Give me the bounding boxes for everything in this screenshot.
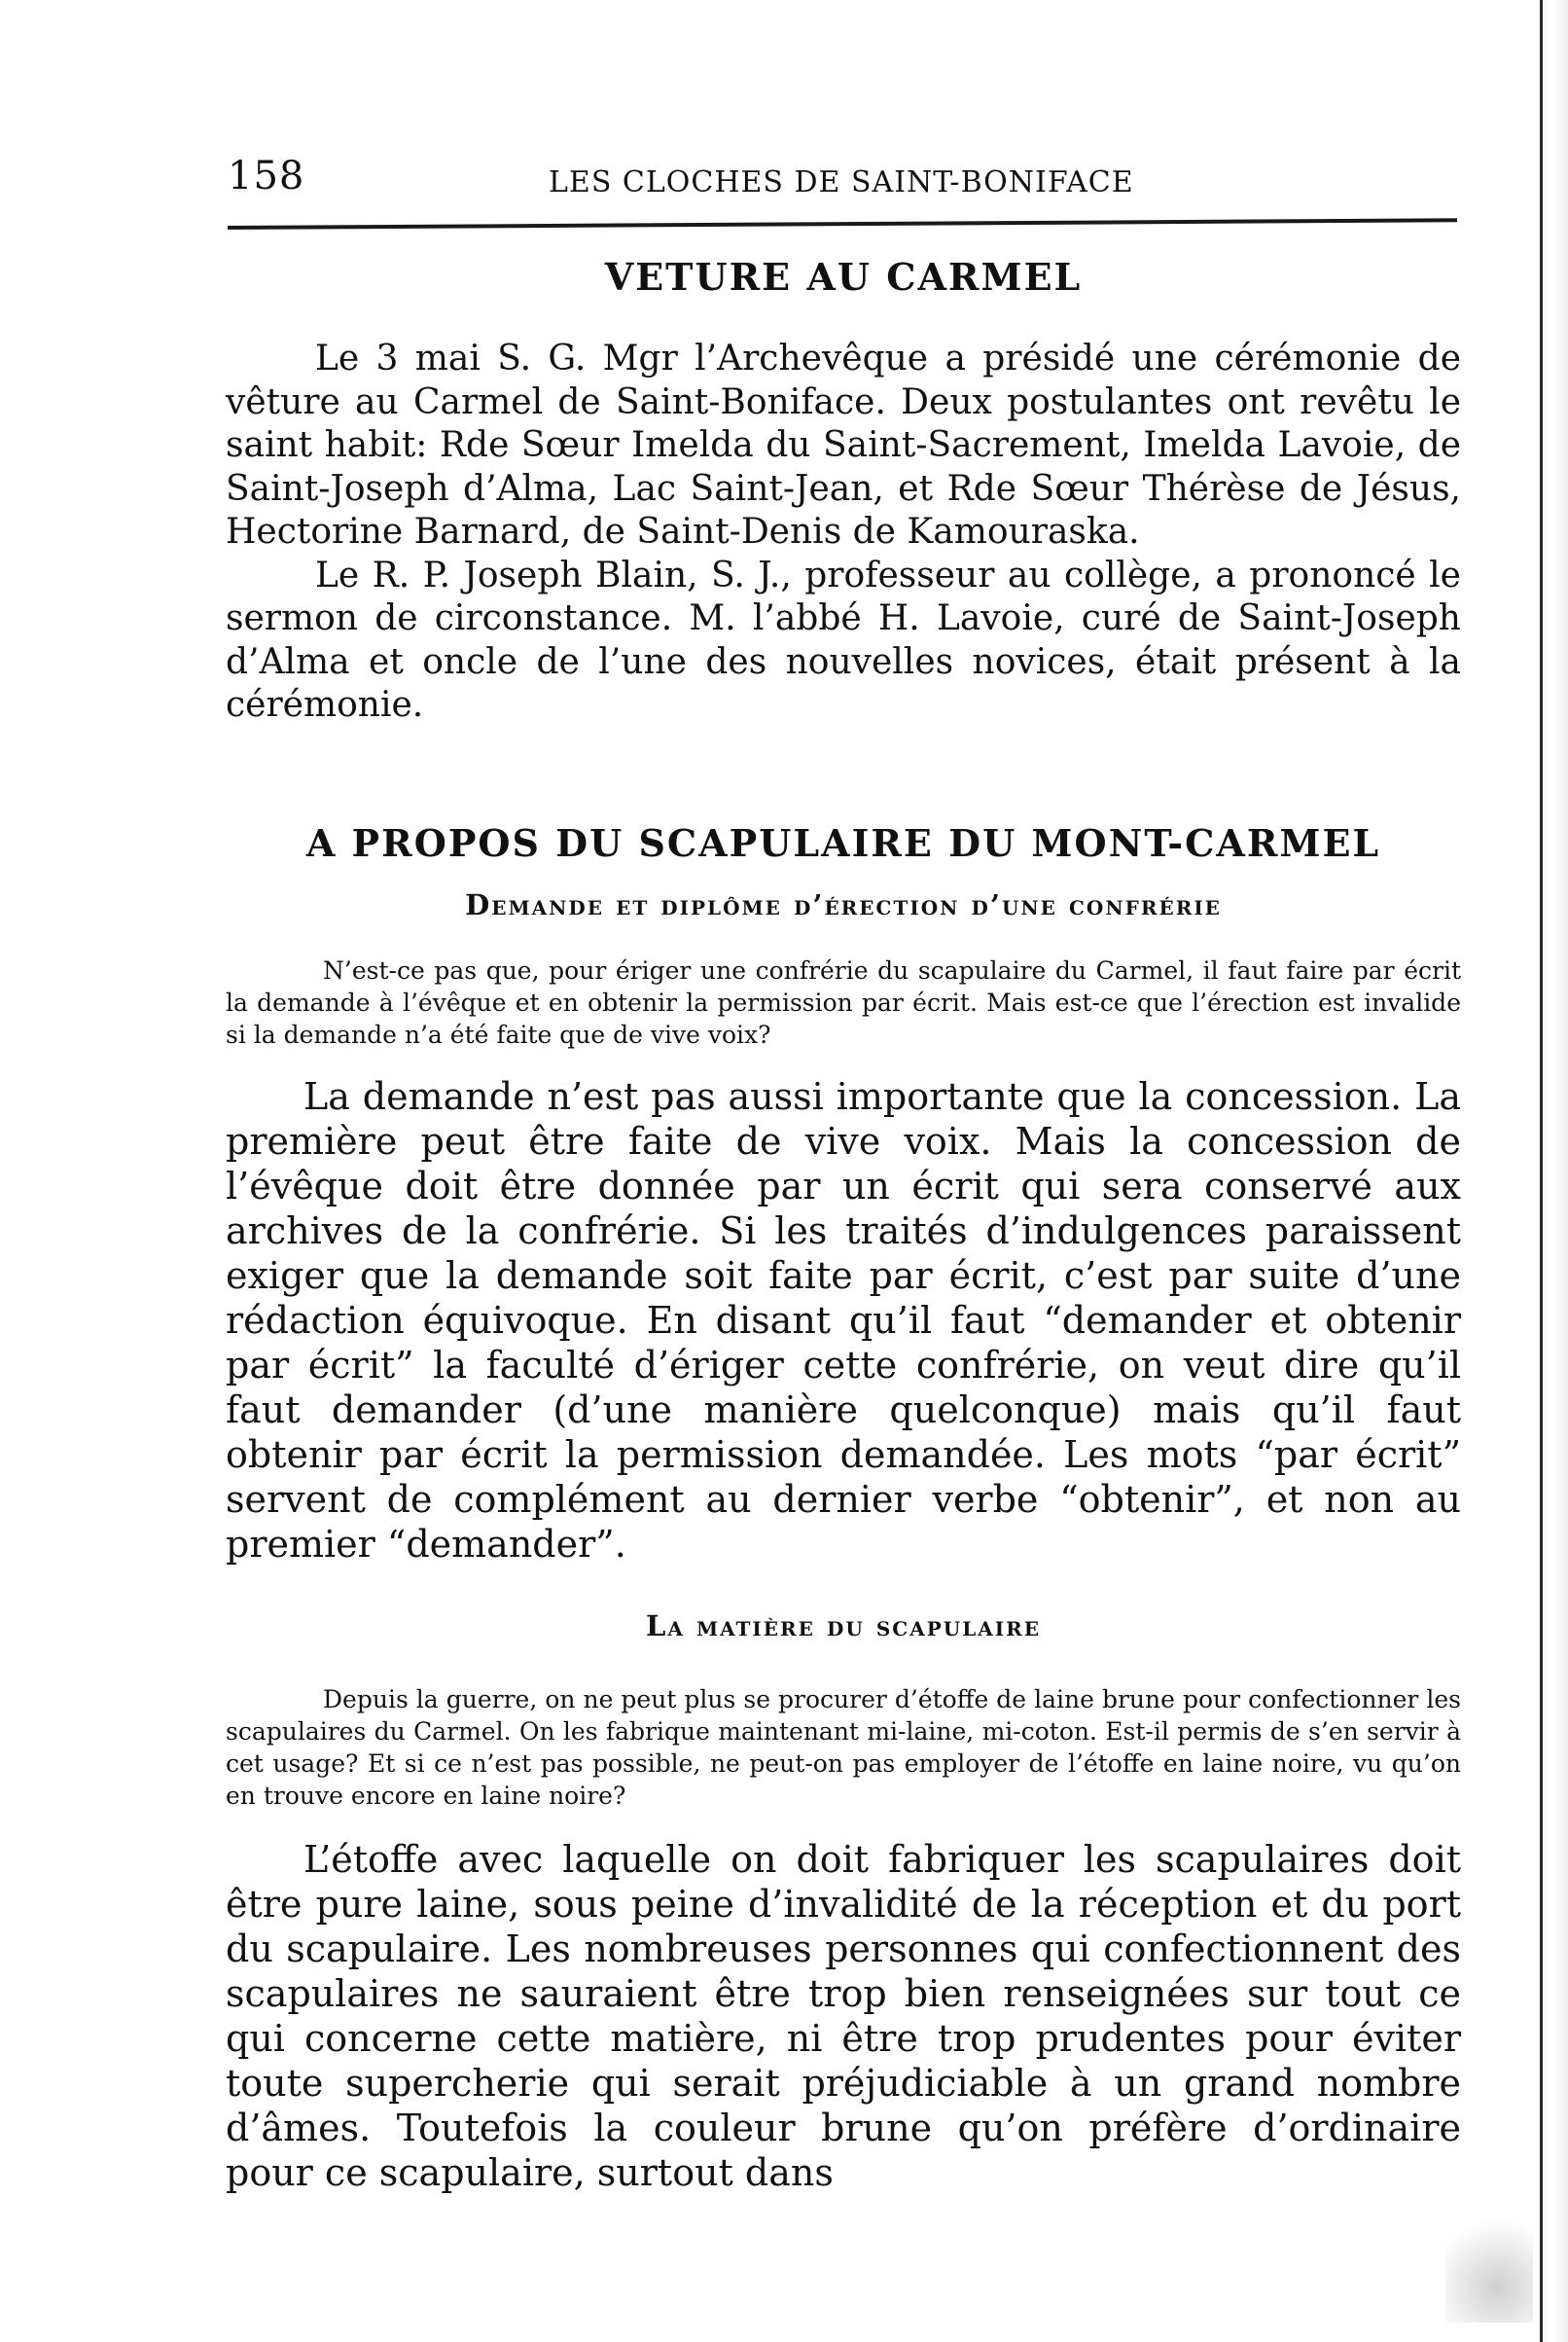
subheading-matiere: La matière du scapulaire bbox=[645, 1608, 1042, 1642]
paragraph-veture-1: Le 3 mai S. G. Mgr l’Archevêque a présidé une cérémonie de vêture au Carmel de Saint-Boniface. Deux postulantes ont revêtu le saint habit: Rde Sœur Imelda du Saint-Sacrement, Imelda Lavoie, de Saint-Joseph d’Alma, Lac Saint-Jean, et Rde Sœur Thérèse de Jésus, Hectorine Barnard, de Saint-Denis de Kamouraska. bbox=[226, 339, 1461, 552]
question-matiere: Depuis la guerre, on ne peut plus se procurer d’étoffe de laine brune pour confectionner les scapulaires du Carmel. On les fabrique maintenant mi-laine, mi-coton. Est-il permis de s’en servir à cet usage? Et si ce n’est pas possible, ne peut-on pas employer de l’étoffe en laine noire, vu qu’on en trouve encore en laine noire? bbox=[226, 1684, 1461, 1810]
running-title: LES CLOCHES DE SAINT-BONIFACE bbox=[549, 165, 1134, 199]
section-title-scapulaire: A PROPOS DU SCAPULAIRE DU MONT-CARMEL bbox=[305, 820, 1381, 865]
running-header bbox=[228, 154, 1453, 212]
page-edge-shadow bbox=[1543, 0, 1568, 2342]
section-title-veture: VETURE AU CARMEL bbox=[604, 255, 1083, 299]
paper-stain bbox=[1445, 2206, 1533, 2323]
subheading-demande: Demande et diplôme d’érection d’une confrérie bbox=[465, 887, 1222, 921]
paragraph-veture-2: Le R. P. Joseph Blain, S. J., professeur au collège, a prononcé le sermon de circonstance. M. l’abbé H. Lavoie, curé de Saint-Joseph d’Alma et oncle de l’une des nouvelles novices, était présent à la cérémonie. bbox=[226, 555, 1461, 725]
header-rule bbox=[228, 218, 1457, 230]
page-body bbox=[226, 255, 1461, 2195]
question-demande: N’est-ce pas que, pour ériger une confrérie du scapulaire du Carmel, il faut faire par écrit la demande à l’évêque et en obtenir la permission par écrit. Mais est-ce que l’érection est invalide si la demande n’a été faite que de vive voix? bbox=[226, 955, 1461, 1049]
page-edge-line bbox=[1540, 0, 1543, 2342]
answer-demande: La demande n’est pas aussi importante que la concession. La première peut être faite de vive voix. Mais la concession de l’évêque doit être donnée par un écrit qui sera conservé aux archives de la confrérie. Si les traités d’indulgences paraissent exiger que la demande soit faite par écrit, c’est par suite d’une rédaction équivoque. En disant qu’il faut “demander et obtenir par écrit” la faculté d’ériger cette confrérie, on veut dire qu’il faut demander (d’une manière quelconque) mais qu’il faut obtenir par écrit la permission demandée. Les mots “par écrit” servent de complément au dernier verbe “obtenir”, et non au premier “demander”. bbox=[226, 1074, 1461, 1566]
page-number: 158 bbox=[228, 154, 305, 198]
answer-matiere: L’étoffe avec laquelle on doit fabriquer les scapulaires doit être pure laine, sous peine d’invalidité de la réception et du port du scapulaire. Les nombreuses personnes qui confectionnent des scapulaires ne sauraient être trop bien renseignées sur tout ce qui concerne cette matière, ni être trop prudentes pour éviter toute supercherie qui serait préjudiciable à un grand nombre d’âmes. Toutefois la couleur brune qu’on préfère d’ordinaire pour ce scapulaire, surtout dans bbox=[226, 1837, 1461, 2194]
